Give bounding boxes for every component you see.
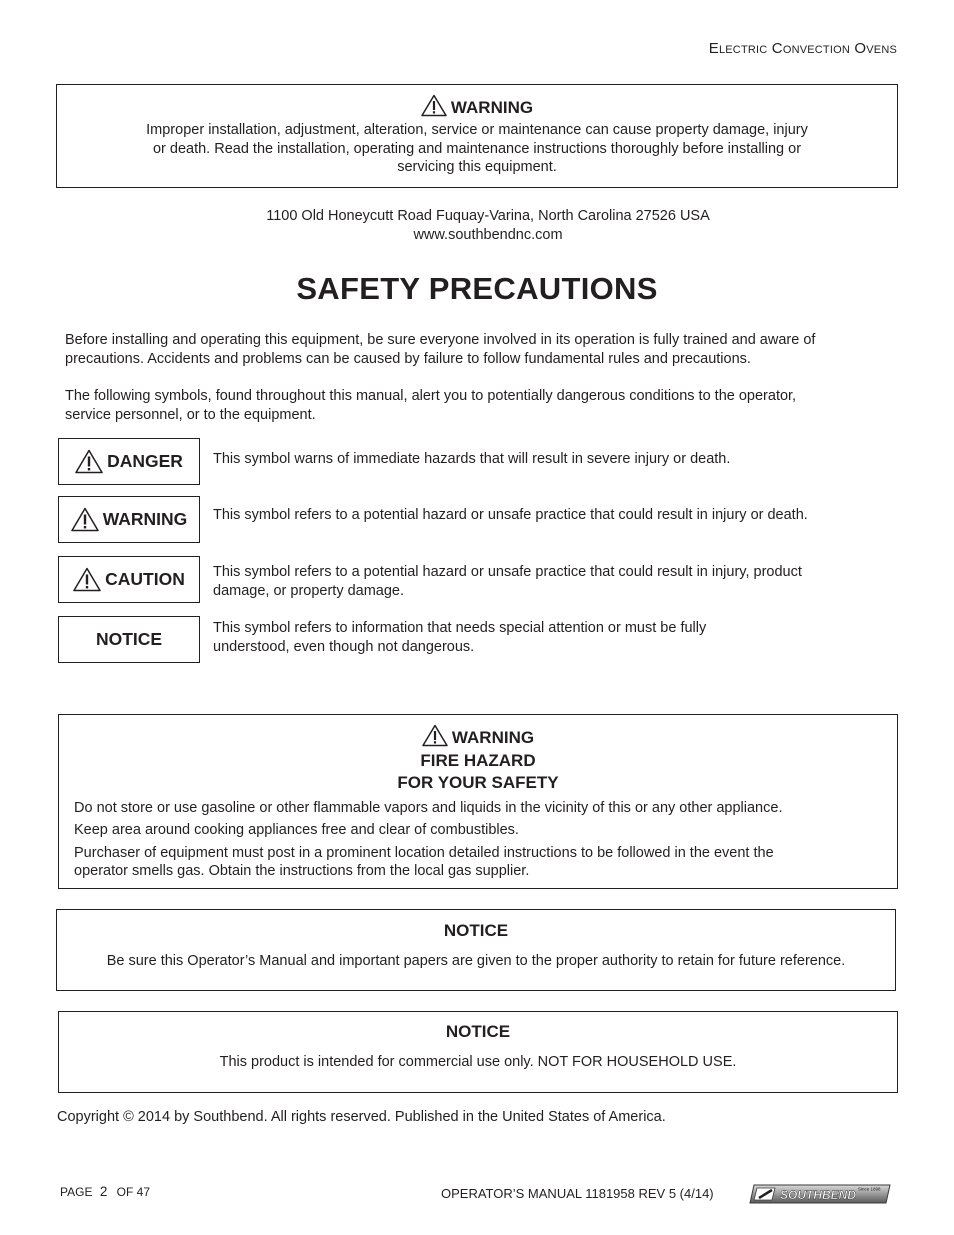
manual-reference: OPERATOR’S MANUAL 1181958 REV 5 (4/14) [441, 1186, 714, 1201]
intro-line: precautions. Accidents and problems can be caused by failure to follow fundamental rules and precautions. [65, 351, 751, 367]
symbol-caution-description [213, 563, 893, 600]
top-warning-line: servicing this equipment. [397, 159, 557, 175]
top-warning-line: Improper installation, adjustment, alteration, service or maintenance can cause property damage, injury [146, 122, 808, 138]
page-label: PAGE [60, 1185, 93, 1199]
fire-warning-line: Keep area around cooking appliances free and clear of combustibles. [74, 822, 519, 838]
fire-warning-heading [59, 724, 897, 795]
logo-since: Since 1898 [858, 1186, 881, 1192]
symbol-warning-description [213, 506, 893, 525]
notice-text: Be sure this Operator’s Manual and important papers are given to the proper authority to retain for future reference. [106, 953, 846, 969]
symbol-label: DANGER [107, 451, 183, 471]
intro-paragraph-1 [65, 331, 895, 369]
top-warning-line: or death. Read the installation, operating and maintenance instructions thoroughly before installing or [152, 140, 802, 157]
fire-warning-body [74, 799, 874, 881]
top-warning-title: WARNING [450, 98, 534, 117]
symbol-label: NOTICE [95, 629, 163, 649]
fire-hazard-subtitle: FIRE HAZARD [420, 750, 536, 770]
intro-paragraph-2 [65, 387, 895, 425]
fire-warning-line-part: Purchaser of equipment must post in a prominent location detailed instructions to be followed in the event the [74, 844, 774, 861]
notice-box-commercial-use [58, 1011, 898, 1093]
symbol-description-line: damage, or property damage. [213, 582, 405, 599]
notice-text: This product is intended for commercial use only. NOT FOR HOUSEHOLD USE. [219, 1054, 737, 1070]
top-warning-heading [57, 94, 897, 118]
symbol-caution-box [58, 556, 200, 603]
fire-hazard-warning-box [58, 714, 898, 889]
warning-triangle-icon [422, 724, 448, 747]
intro-line: The following symbols, found throughout this manual, alert you to potentially dangerous conditions to the operator, [65, 388, 797, 404]
top-warning-text [57, 121, 897, 177]
document-header-title: Electric Convection Ovens [708, 40, 897, 57]
fire-warning-line: Do not store or use gasoline or other flammable vapors and liquids in the vicinity of this or any other appliance. [74, 799, 783, 816]
notice-box-manual [56, 909, 896, 991]
symbol-description-line: understood, even though not dangerous. [213, 638, 475, 655]
fire-warning-line [74, 844, 874, 881]
fire-warning-line-part: operator smells gas. Obtain the instructions from the local gas supplier. [74, 863, 530, 879]
symbol-danger-description [213, 450, 893, 469]
logo-text: SOUTHBEND [780, 1188, 857, 1202]
copyright-notice: Copyright © 2014 by Southbend. All rights reserved. Published in the United States of America. [57, 1109, 666, 1125]
symbol-danger-box [58, 438, 200, 485]
company-address [0, 207, 954, 244]
symbol-description-line: This symbol refers to a potential hazard or unsafe practice that could result in injury or death. [213, 507, 808, 523]
warning-triangle-icon [73, 567, 101, 592]
symbol-label: WARNING [102, 509, 188, 529]
for-your-safety-subtitle: FOR YOUR SAFETY [397, 773, 559, 792]
address-street: 1100 Old Honeycutt Road Fuquay-Varina, North Carolina 27526 USA [266, 208, 710, 224]
page-number [60, 1184, 150, 1199]
page-total: OF 47 [116, 1185, 151, 1199]
symbol-description-line: This symbol refers to a potential hazard or unsafe practice that could result in injury, product [213, 564, 802, 580]
fire-warning-title: WARNING [451, 728, 535, 747]
warning-triangle-icon [71, 507, 99, 532]
symbol-notice-description [213, 619, 893, 656]
address-website: www.southbendnc.com [413, 226, 563, 243]
page-current: 2 [99, 1184, 108, 1199]
symbol-description-line: This symbol warns of immediate hazards that will result in severe injury or death. [213, 451, 731, 467]
top-warning-box [56, 84, 898, 188]
intro-line: service personnel, or to the equipment. [65, 407, 316, 423]
symbol-description-line: This symbol refers to information that needs special attention or must be fully [213, 620, 707, 636]
warning-triangle-icon [421, 94, 447, 117]
intro-line: Before installing and operating this equipment, be sure everyone involved in its operation is fully trained and aware of [65, 332, 816, 348]
symbol-warning-box [58, 496, 200, 543]
symbol-label: CAUTION [105, 569, 185, 589]
warning-triangle-icon [75, 449, 103, 474]
southbend-logo [748, 1183, 894, 1205]
notice-title: NOTICE [443, 921, 509, 940]
page-title: SAFETY PRECAUTIONS [296, 271, 658, 306]
symbol-notice-box [58, 616, 200, 663]
notice-title: NOTICE [445, 1022, 511, 1041]
